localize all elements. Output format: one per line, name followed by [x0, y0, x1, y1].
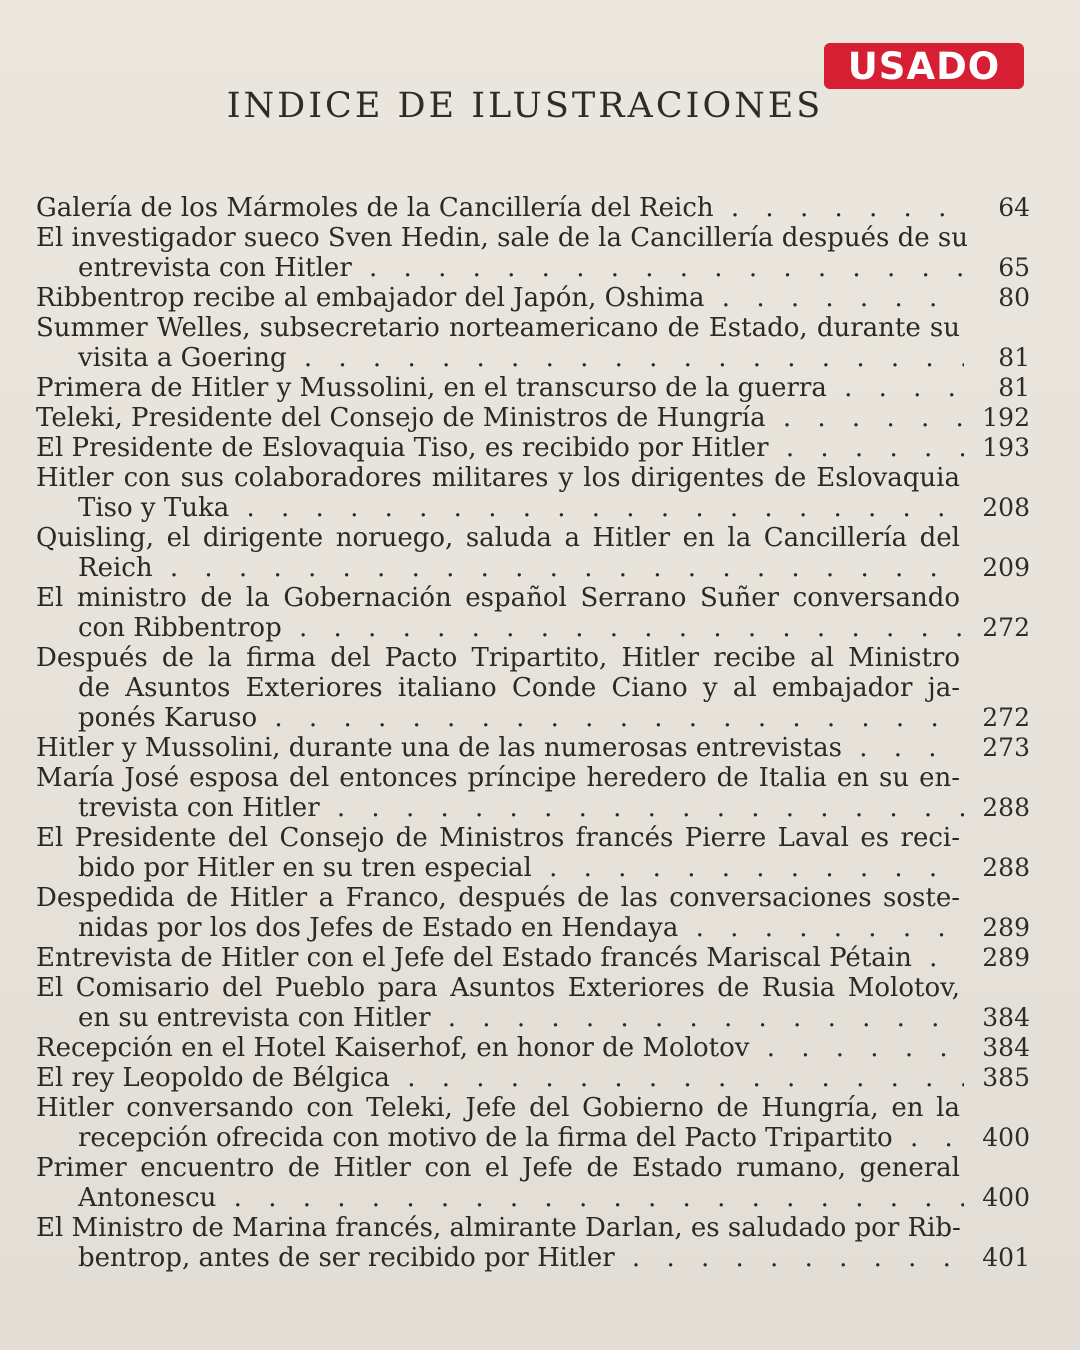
index-entry-line — [30, 643, 1060, 673]
index-entry — [30, 283, 1060, 313]
entry-caption: Galería de los Mármoles de la Cancillería del Reich . . . — [36, 193, 964, 223]
index-entry-line — [30, 853, 1060, 883]
entry-caption: Primera de Hitler y Mussolini, en el transcurso de la guerra . . . — [36, 373, 964, 403]
index-entry-line — [30, 1243, 1060, 1273]
entry-caption: bentrop, antes de ser recibido por Hitler . . . — [78, 1243, 964, 1273]
index-entry-line — [30, 763, 1060, 793]
index-entry-line — [30, 673, 1060, 703]
entry-page-number: 384 — [982, 1033, 1030, 1062]
entry-caption: El Ministro de Marina francés, almirante Darlan, es saludado por Rib- — [36, 1213, 961, 1243]
index-entry — [30, 403, 1060, 433]
entry-page-number: 65 — [998, 253, 1030, 282]
entry-page-number: 400 — [982, 1183, 1030, 1212]
entry-caption: Quisling, el dirigente noruego, saluda a Hitler en la Cancillería del — [36, 523, 960, 553]
index-entry-line — [30, 313, 1060, 343]
index-entry — [30, 763, 1060, 823]
entry-page-number: 288 — [982, 853, 1030, 882]
entry-caption: Antonescu . . . — [78, 1183, 964, 1213]
entry-caption: bido por Hitler en su tren especial . . . — [78, 853, 964, 883]
used-badge: USADO — [824, 43, 1024, 89]
entry-caption: El rey Leopoldo de Bélgica . . . — [36, 1063, 964, 1093]
index-entry-line — [30, 1183, 1060, 1213]
index-entry-line — [30, 583, 1060, 613]
page-title: INDICE DE ILUSTRACIONES — [226, 86, 824, 126]
entry-caption: Entrevista de Hitler con el Jefe del Estado francés Mariscal Pétain . . . — [36, 943, 964, 973]
entry-caption: Summer Welles, subsecretario norteamericano de Estado, durante su — [36, 313, 960, 343]
index-entry-line — [30, 1093, 1060, 1123]
index-entry-line — [30, 1033, 1060, 1063]
entry-page-number: 273 — [982, 733, 1030, 762]
index-entry-line — [30, 703, 1060, 733]
index-entry-line — [30, 553, 1060, 583]
entry-caption: El Comisario del Pueblo para Asuntos Exteriores de Rusia Molotov, — [36, 973, 960, 1003]
index-entry — [30, 883, 1060, 943]
index-entry — [30, 463, 1060, 523]
index-entry — [30, 373, 1060, 403]
index-entry-line — [30, 1153, 1060, 1183]
index-entry-line — [30, 943, 1060, 973]
entry-caption: con Ribbentrop . . . — [78, 613, 964, 643]
index-entry — [30, 1153, 1060, 1213]
entry-page-number: 192 — [982, 403, 1030, 432]
index-entry-line — [30, 823, 1060, 853]
index-entry-line — [30, 1123, 1060, 1153]
index-entry-line — [30, 1003, 1060, 1033]
entry-caption: trevista con Hitler . . . — [78, 793, 964, 823]
index-entry-line — [30, 493, 1060, 523]
entry-page-number: 208 — [982, 493, 1030, 522]
entry-caption: Teleki, Presidente del Consejo de Ministros de Hungría . . . — [36, 403, 964, 433]
entry-caption: Reich . . . — [78, 553, 964, 583]
entry-caption: Recepción en el Hotel Kaiserhof, en honor de Molotov . . . — [36, 1033, 964, 1063]
entry-caption: Hitler con sus colaboradores militares y los dirigentes de Eslovaquia — [36, 463, 960, 493]
entry-caption: Despedida de Hitler a Franco, después de las conversaciones soste- — [36, 883, 960, 913]
entry-caption: Tiso y Tuka . . . — [78, 493, 964, 523]
entry-caption: Primer encuentro de Hitler con el Jefe de Estado rumano, general — [36, 1153, 960, 1183]
entry-page-number: 289 — [982, 913, 1030, 942]
index-entry-line — [30, 193, 1060, 223]
index-entry — [30, 643, 1060, 733]
entry-caption: visita a Goering . . . — [78, 343, 964, 373]
entry-page-number: 384 — [982, 1003, 1030, 1032]
index-entry-line — [30, 973, 1060, 1003]
index-entry-line — [30, 223, 1060, 253]
index-entry — [30, 313, 1060, 373]
index-entry-line — [30, 433, 1060, 463]
index-entry — [30, 823, 1060, 883]
index-entry-line — [30, 793, 1060, 823]
entry-page-number: 385 — [982, 1063, 1030, 1092]
entry-page-number: 288 — [982, 793, 1030, 822]
entry-page-number: 81 — [998, 373, 1030, 402]
entry-page-number: 193 — [982, 433, 1030, 462]
index-entry — [30, 223, 1060, 283]
entry-page-number: 272 — [982, 613, 1030, 642]
index-entry-line — [30, 523, 1060, 553]
index-entry-line — [30, 733, 1060, 763]
illustrations-index-list — [30, 193, 1060, 1273]
entry-caption: en su entrevista con Hitler . . . — [78, 1003, 964, 1033]
entry-page-number: 81 — [998, 343, 1030, 372]
entry-caption: Ribbentrop recibe al embajador del Japón, Oshima . . . — [36, 283, 964, 313]
entry-caption: El Presidente de Eslovaquia Tiso, es recibido por Hitler . . . — [36, 433, 964, 463]
entry-page-number: 401 — [982, 1243, 1030, 1272]
entry-caption: El Presidente del Consejo de Ministros francés Pierre Laval es reci- — [36, 823, 960, 853]
index-entry — [30, 1093, 1060, 1153]
index-entry-line — [30, 463, 1060, 493]
index-entry-line — [30, 373, 1060, 403]
index-entry — [30, 583, 1060, 643]
index-entry-line — [30, 283, 1060, 313]
entry-caption: entrevista con Hitler . . . — [78, 253, 964, 283]
index-entry — [30, 943, 1060, 973]
entry-page-number: 209 — [982, 553, 1030, 582]
index-entry — [30, 1213, 1060, 1273]
index-entry — [30, 973, 1060, 1033]
index-entry — [30, 1033, 1060, 1063]
entry-page-number: 272 — [982, 703, 1030, 732]
index-entry-line — [30, 913, 1060, 943]
index-entry-line — [30, 883, 1060, 913]
index-entry-line — [30, 343, 1060, 373]
entry-caption: Después de la firma del Pacto Tripartito, Hitler recibe al Ministro — [36, 643, 960, 673]
index-entry-line — [30, 1213, 1060, 1243]
index-entry-line — [30, 403, 1060, 433]
entry-caption: recepción ofrecida con motivo de la firma del Pacto Tripartito . . . — [78, 1123, 964, 1153]
entry-caption: El investigador sueco Sven Hedin, sale de la Cancillería después de su — [36, 223, 968, 253]
index-entry — [30, 193, 1060, 223]
entry-caption: María José esposa del entonces príncipe heredero de Italia en su en- — [36, 763, 960, 793]
index-entry — [30, 433, 1060, 463]
entry-caption: Hitler y Mussolini, durante una de las numerosas entrevistas . . . — [36, 733, 964, 763]
entry-caption: nidas por los dos Jefes de Estado en Hendaya . . . — [78, 913, 964, 943]
index-entry-line — [30, 253, 1060, 283]
entry-page-number: 64 — [998, 193, 1030, 222]
index-entry — [30, 1063, 1060, 1093]
index-entry-line — [30, 613, 1060, 643]
index-entry — [30, 523, 1060, 583]
entry-page-number: 289 — [982, 943, 1030, 972]
entry-caption: ponés Karuso . . . — [78, 703, 964, 733]
entry-page-number: 80 — [998, 283, 1030, 312]
index-entry-line — [30, 1063, 1060, 1093]
entry-page-number: 400 — [982, 1123, 1030, 1152]
index-entry — [30, 733, 1060, 763]
entry-caption: El ministro de la Gobernación español Serrano Suñer conversando — [36, 583, 960, 613]
entry-caption: de Asuntos Exteriores italiano Conde Ciano y al embajador ja- — [78, 673, 960, 703]
entry-caption: Hitler conversando con Teleki, Jefe del Gobierno de Hungría, en la — [36, 1093, 960, 1123]
